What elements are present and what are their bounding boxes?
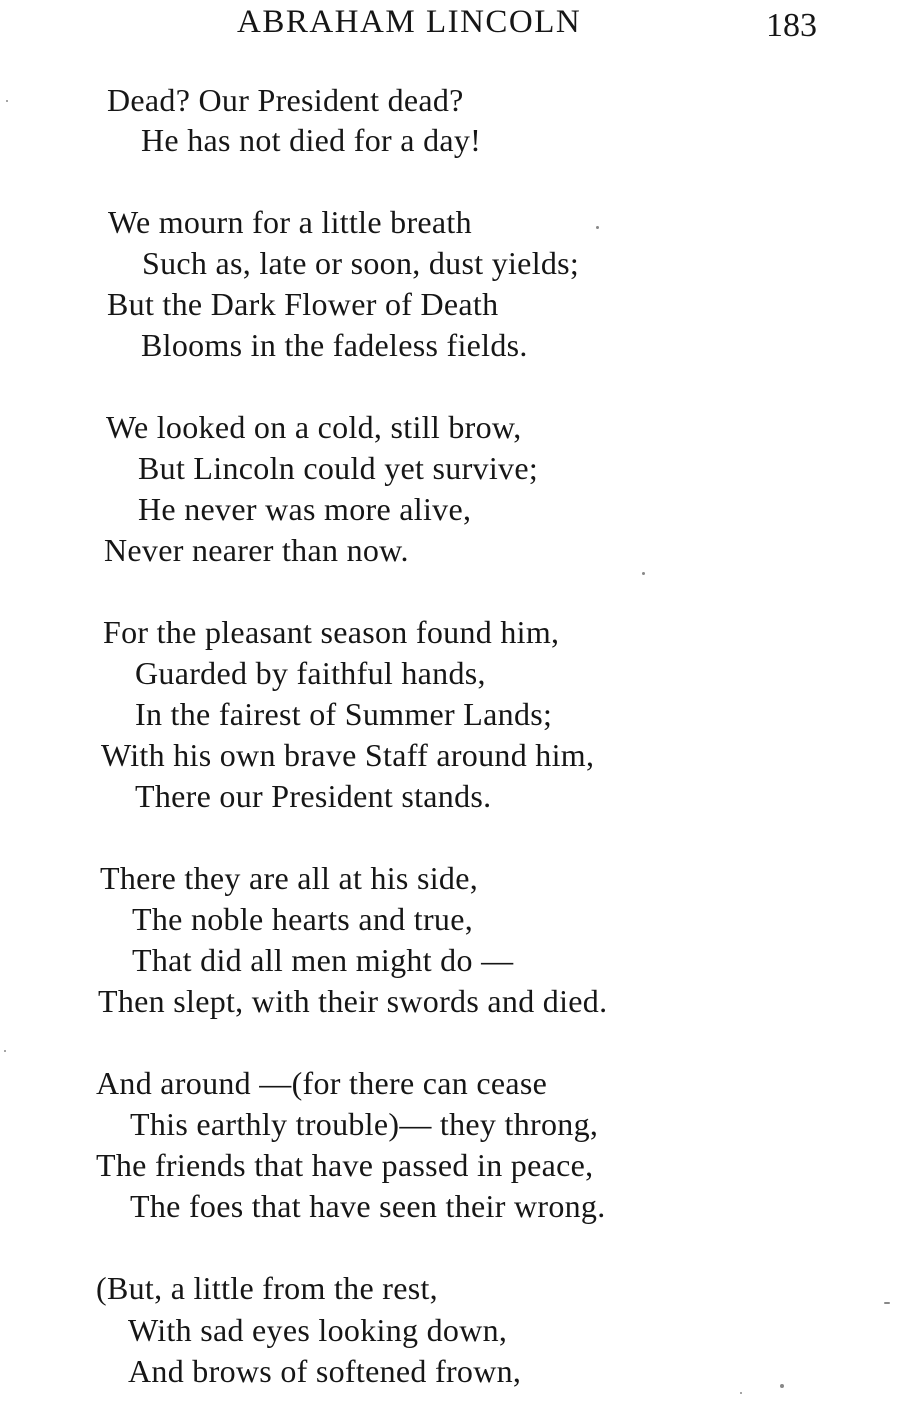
- poem-line: He never was more alive,: [138, 491, 472, 527]
- scan-speck: [884, 1302, 890, 1304]
- poem-line: (But, a little from the rest,: [96, 1270, 438, 1306]
- poem-line: Then slept, with their swords and died.: [98, 983, 608, 1019]
- poem-line: The noble hearts and true,: [132, 901, 474, 937]
- poem-line: In the fairest of Summer Lands;: [135, 696, 553, 732]
- poem-line: With his own brave Staff around him,: [101, 737, 595, 773]
- page-number: 183: [766, 7, 817, 44]
- poem-line: That did all men might do —: [132, 942, 514, 978]
- poem-line: With sad eyes looking down,: [128, 1312, 508, 1348]
- poem-line: Dead? Our President dead?: [107, 82, 464, 118]
- poem-line: The friends that have passed in peace,: [96, 1147, 594, 1183]
- poem-line: Blooms in the fadeless fields.: [141, 327, 528, 363]
- poem-line: We looked on a cold, still brow,: [106, 409, 522, 445]
- poem-line: There they are all at his side,: [100, 860, 479, 896]
- poem-line: We mourn for a little breath: [108, 204, 472, 240]
- poem-line: This earthly trouble)— they throng,: [130, 1106, 599, 1142]
- poem-line: But Lincoln could yet survive;: [138, 450, 539, 486]
- scan-speck: [6, 100, 8, 102]
- poem-line: There our President stands.: [135, 778, 492, 814]
- poem-line: And around —(for there can cease: [96, 1065, 548, 1101]
- poem-line: Never nearer than now.: [104, 532, 409, 568]
- scan-speck: [642, 572, 645, 575]
- poem-line: For the pleasant season found him,: [103, 614, 560, 650]
- poem-line: But the Dark Flower of Death: [107, 286, 499, 322]
- poem-line: And brows of softened frown,: [128, 1353, 522, 1389]
- scan-speck: [596, 226, 599, 229]
- scan-speck: [740, 1392, 742, 1394]
- running-title: ABRAHAM LINCOLN: [237, 4, 582, 40]
- scan-speck: [780, 1384, 784, 1388]
- poem-line: Such as, late or soon, dust yields;: [142, 245, 580, 281]
- scan-speck: [4, 1050, 6, 1052]
- poem-line: He has not died for a day!: [141, 122, 482, 158]
- poem-line: The foes that have seen their wrong.: [130, 1188, 606, 1224]
- poem-line: Guarded by faithful hands,: [135, 655, 486, 691]
